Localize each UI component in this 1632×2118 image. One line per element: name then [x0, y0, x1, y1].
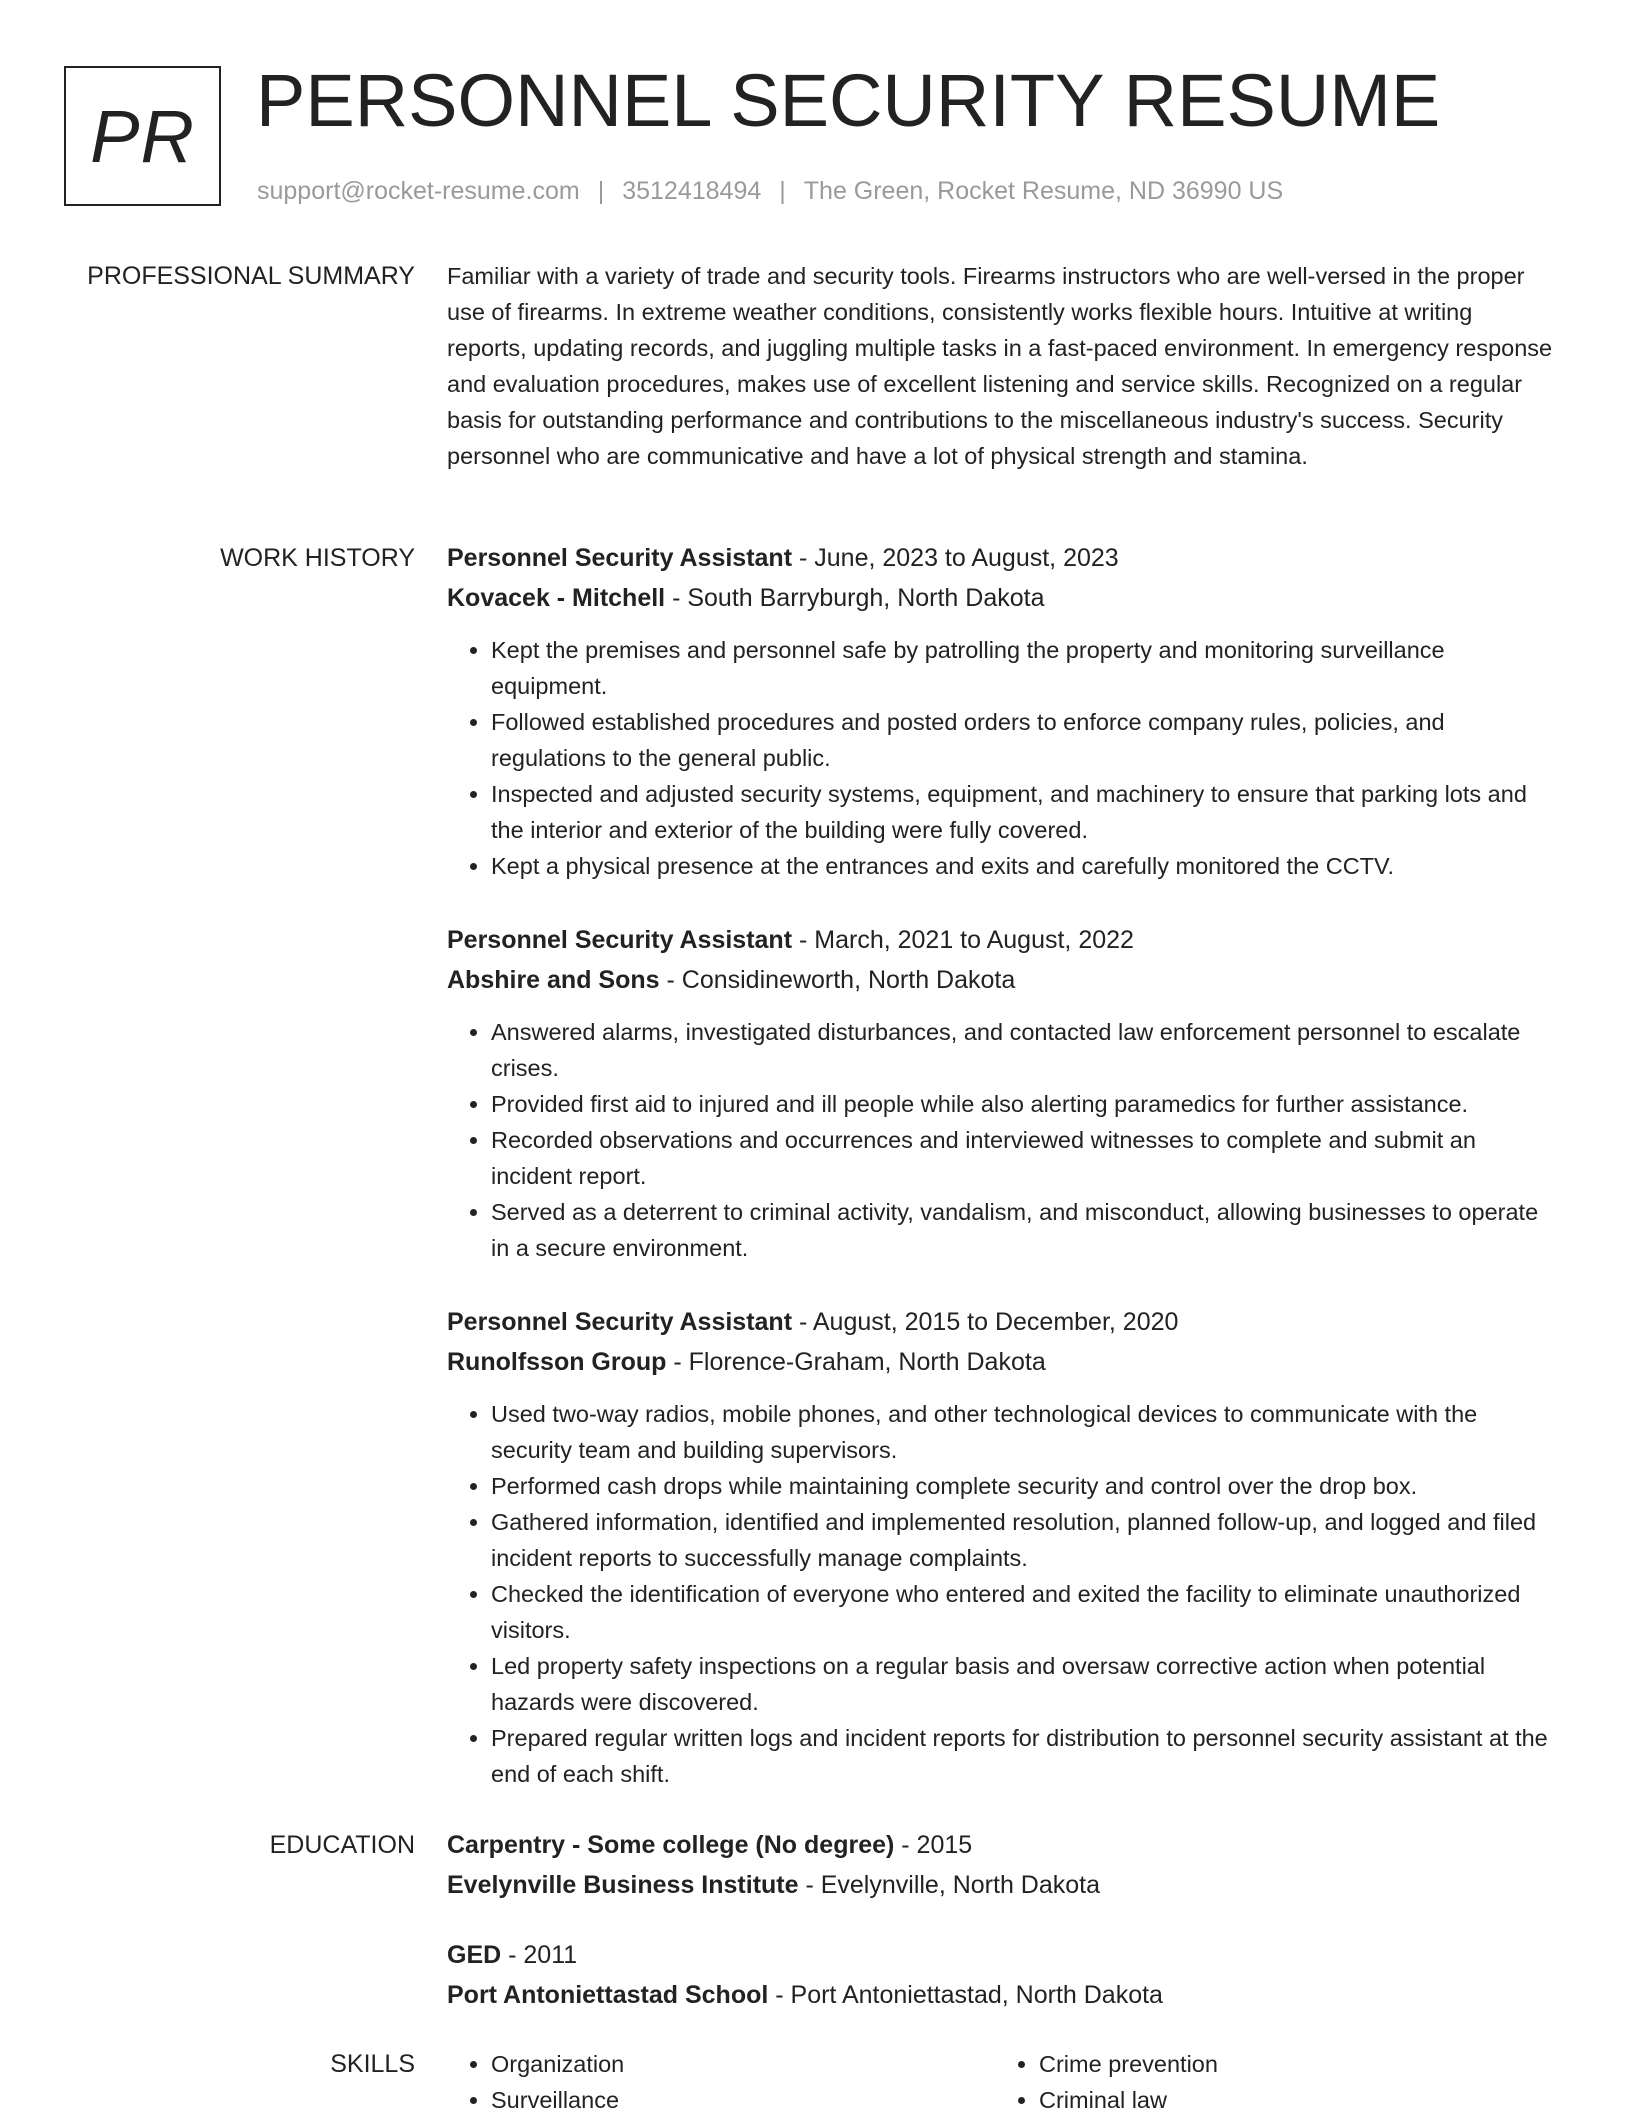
job-title: Personnel Security Assistant — [447, 544, 793, 572]
education-school-line — [447, 1865, 1557, 1905]
education-entry — [447, 1935, 1557, 2015]
job-company: Abshire and Sons — [447, 966, 660, 994]
skills-list-left — [447, 2046, 995, 2118]
education-heading: EDUCATION — [269, 1831, 415, 1859]
job-title-line — [447, 1302, 1557, 1342]
education-degree-line — [447, 1935, 1557, 1975]
skill-item: • Surveillance — [491, 2082, 995, 2118]
education-school: Evelynville Business Institute — [447, 1871, 799, 1899]
job-title: Personnel Security Assistant — [447, 926, 793, 954]
job-bullet: • Prepared regular written logs and incident reports for distribution to personnel security assistant at the end of each shift. — [491, 1720, 1557, 1792]
job-title: Personnel Security Assistant — [447, 1308, 793, 1336]
education-location: - Evelynville, North Dakota — [798, 1871, 1101, 1899]
job-location: - Florence-Graham, North Dakota — [666, 1348, 1046, 1376]
job-entry — [447, 1302, 1557, 1792]
job-bullet: • Led property safety inspections on a regular basis and oversaw corrective action when potential hazards were discovered. — [491, 1648, 1557, 1720]
page-title: PERSONNEL SECURITY RESUME — [256, 59, 1441, 142]
education-degree-line — [447, 1825, 1557, 1865]
skills-list-right — [995, 2046, 1543, 2118]
skills-heading: SKILLS — [330, 2050, 415, 2078]
education-entry — [447, 1825, 1557, 1905]
education-year: - 2011 — [501, 1941, 578, 1969]
job-bullets — [447, 632, 1557, 884]
job-bullet: • Kept the premises and personnel safe by patrolling the property and monitoring surveillance equipment. — [491, 632, 1557, 704]
work-body — [447, 538, 1557, 1828]
job-bullet: • Served as a deterrent to criminal activity, vandalism, and misconduct, allowing businesses to operate in a secure environment. — [491, 1194, 1557, 1266]
work-heading: WORK HISTORY — [220, 544, 415, 572]
contact-separator: | — [597, 177, 605, 205]
contact-separator: | — [779, 177, 786, 205]
monogram-logo: PR — [64, 66, 221, 206]
skill-item: • Criminal law — [1039, 2082, 1543, 2118]
job-entry — [447, 920, 1557, 1266]
summary-text: Familiar with a variety of trade and security tools. Firearms instructors who are well-versed in the proper use of firearms. In extreme weather conditions, consistently works flexible hours. Intuitive at writing reports, updating records, and juggling multiple tasks in a fast-paced environment. In emergency response and evaluation procedures, makes use of excellent listening and service skills. Recognized on a regular basis for outstanding performance and contributions to the miscellaneous industry's success. Security personnel who are communicative and have a lot of physical strength and stamina. — [447, 263, 1553, 469]
job-location: - South Barryburgh, North Dakota — [665, 584, 1045, 612]
contact-line — [257, 175, 1283, 207]
education-year: - 2015 — [894, 1831, 973, 1859]
job-bullet: • Recorded observations and occurrences and interviewed witnesses to complete and submit an incident report. — [491, 1122, 1557, 1194]
skills-body — [447, 2046, 1557, 2118]
summary-heading: PROFESSIONAL SUMMARY — [87, 262, 415, 290]
job-title-line — [447, 920, 1557, 960]
skill-item: • Crime prevention — [1039, 2046, 1543, 2082]
job-dates: - June, 2023 to August, 2023 — [792, 544, 1119, 572]
job-bullet: • Provided first aid to injured and ill people while also alerting paramedics for further assistance. — [491, 1086, 1557, 1122]
education-school-line — [447, 1975, 1557, 2015]
job-bullet: • Gathered information, identified and implemented resolution, planned follow-up, and logged and filed incident reports to successfully manage complaints. — [491, 1504, 1557, 1576]
contact-phone[interactable]: 3512418494 — [622, 177, 762, 205]
job-company-line — [447, 578, 1557, 618]
job-entry — [447, 538, 1557, 884]
job-bullet: • Kept a physical presence at the entrances and exits and carefully monitored the CCTV. — [491, 848, 1557, 884]
job-company-line — [447, 960, 1557, 1000]
education-body — [447, 1825, 1557, 2045]
skills-grid — [447, 2046, 1557, 2118]
summary-body — [447, 258, 1557, 474]
contact-email[interactable]: support@rocket-resume.com — [257, 177, 580, 205]
education-location: - Port Antoniettastad, North Dakota — [768, 1981, 1163, 2009]
job-company: Kovacek - Mitchell — [447, 584, 666, 612]
job-bullets — [447, 1014, 1557, 1266]
job-dates: - August, 2015 to December, 2020 — [792, 1308, 1179, 1336]
skill-item: • Organization — [491, 2046, 995, 2082]
job-bullets — [447, 1396, 1557, 1792]
job-bullet: • Inspected and adjusted security systems, equipment, and machinery to ensure that parking lots and the interior and exterior of the building were fully covered. — [491, 776, 1557, 848]
job-bullet: • Used two-way radios, mobile phones, and other technological devices to communicate with the security team and building supervisors. — [491, 1396, 1557, 1468]
education-degree: GED — [447, 1941, 502, 1969]
education-degree: Carpentry - Some college (No degree) — [447, 1831, 895, 1859]
job-company-line — [447, 1342, 1557, 1382]
job-title-line — [447, 538, 1557, 578]
job-bullet: • Checked the identification of everyone who entered and exited the facility to eliminate unauthorized visitors. — [491, 1576, 1557, 1648]
job-bullet: • Performed cash drops while maintaining complete security and control over the drop box. — [491, 1468, 1557, 1504]
job-bullet: • Followed established procedures and posted orders to enforce company rules, policies, and regulations to the general public. — [491, 704, 1557, 776]
job-location: - Considineworth, North Dakota — [659, 966, 1016, 994]
job-company: Runolfsson Group — [447, 1348, 667, 1376]
contact-address: The Green, Rocket Resume, ND 36990 US — [803, 177, 1284, 205]
job-bullet: • Answered alarms, investigated disturbances, and contacted law enforcement personnel to escalate crises. — [491, 1014, 1557, 1086]
job-dates: - March, 2021 to August, 2022 — [792, 926, 1134, 954]
education-school: Port Antoniettastad School — [447, 1981, 769, 2009]
